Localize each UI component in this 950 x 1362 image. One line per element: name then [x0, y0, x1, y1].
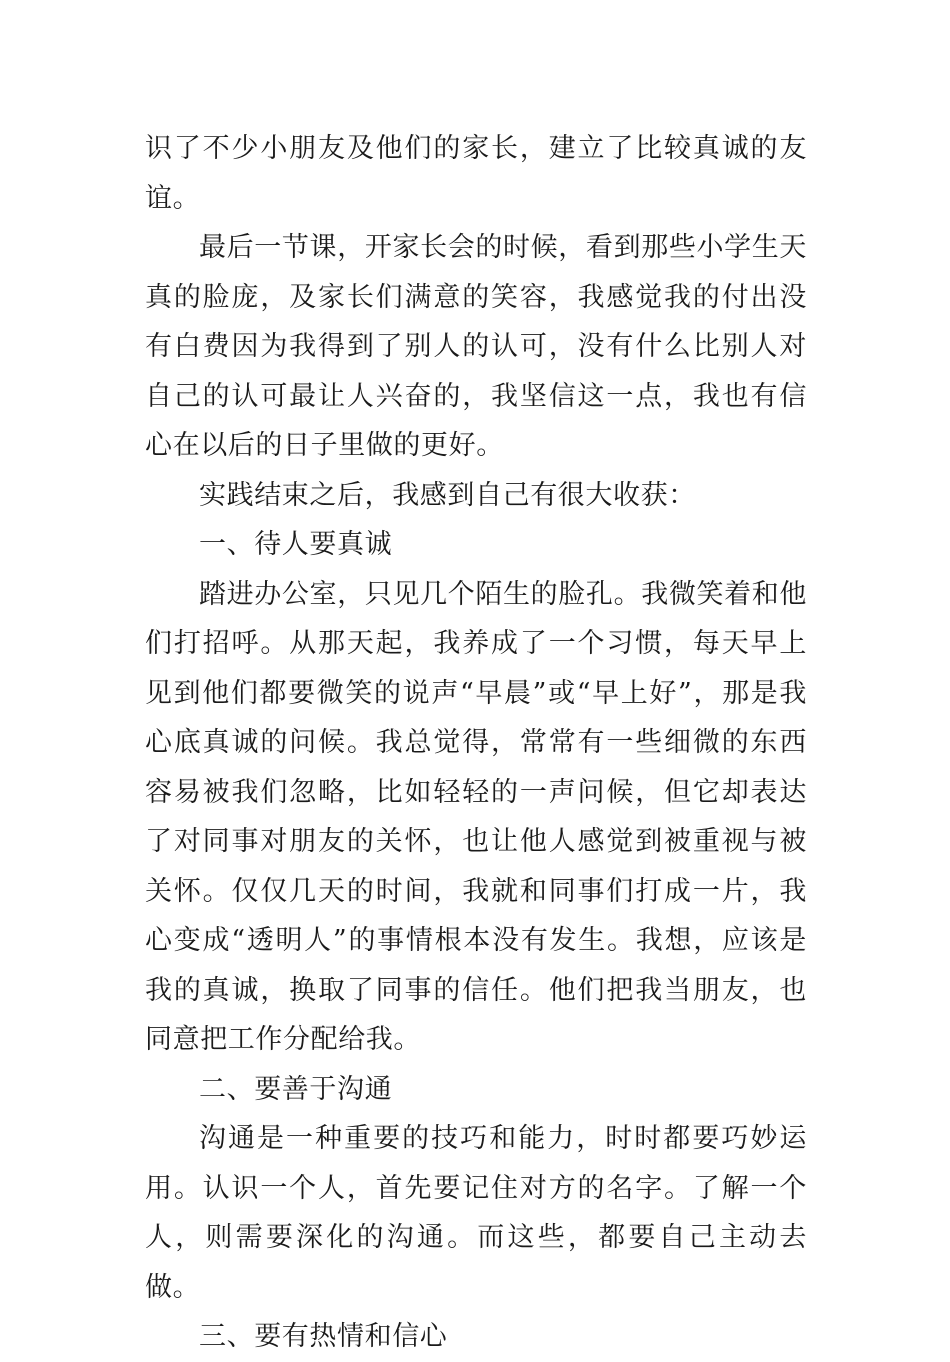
document-body — [145, 124, 807, 1362]
heading-enthusiasm: 三、要有热情和信心 — [199, 1321, 448, 1352]
paragraph-gains-intro: 实践结束之后，我感到自己有很大收获： — [199, 479, 696, 511]
paragraph-parent-meeting: 最后一节课，开家长会的时候，看到那些小学生天真的脸庞，及家长们满意的笑容，我感觉我的付出没有白费因为我得到了别人的认可，没有什么比别人对自己的认可最让人兴奋的，我坚信这一点，我也有信心在以后的日子里做的更好。 — [145, 232, 807, 461]
paragraph-continuation: 识了不少小朋友及他们的家长，建立了比较真诚的友谊。 — [145, 133, 807, 214]
heading-sincerity: 一、待人要真诚 — [199, 529, 393, 560]
paragraph-communication: 沟通是一种重要的技巧和能力，时时都要巧妙运用。认识一个人，首先要记住对方的名字。了解一个人，则需要深化的沟通。而这些，都要自己主动去做。 — [145, 1123, 807, 1303]
heading-communication: 二、要善于沟通 — [199, 1073, 393, 1105]
paragraph-sincerity: 踏进办公室，只见几个陌生的脸孔。我微笑着和他们打招呼。从那天起，我养成了一个习惯，每天早上见到他们都要微笑的说声“早晨”或“早上好”，那是我心底真诚的问候。我总觉得，常常有一些细微的东西容易被我们忽略，比如轻轻的一声问候，但它却表达了对同事对朋友的关怀，也让他人感觉到被重视与被关怀。仅仅几天的时间，我就和同事们打成一片，我心变成“透明人”的事情根本没有发生。我想，应该是我的真诚，换取了同事的信任。他们把我当朋友，也同意把工作分配给我。 — [145, 578, 807, 1055]
